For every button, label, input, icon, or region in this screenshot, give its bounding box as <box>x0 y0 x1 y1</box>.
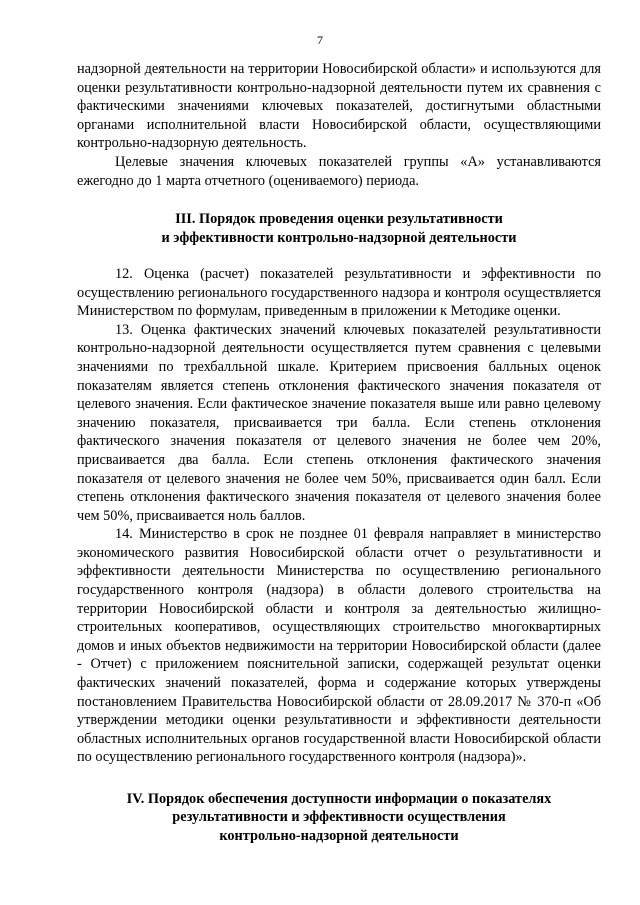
section-4-heading <box>77 790 601 845</box>
document-body <box>77 60 601 845</box>
item-12: 12. Оценка (расчет) показателей результативности и эффективности по осуществлению регионального государственного надзора и контроля осуществляется Министерством по формулам, приведенным в приложении к Методике оценки. <box>77 265 601 320</box>
section-3-heading-line-2: и эффективности контрольно-надзорной деятельности <box>161 229 517 246</box>
section-4-heading-line-3: контрольно-надзорной деятельности <box>219 827 459 844</box>
page-number: 7 <box>317 33 323 47</box>
section-3-heading <box>77 210 601 247</box>
paragraph-target-values: Целевые значения ключевых показателей группы «А» устанавливаются ежегодно до 1 марта отчетного (оцениваемого) периода. <box>77 153 601 189</box>
item-13: 13. Оценка фактических значений ключевых показателей результативности контрольно-надзорной деятельности осуществляется путем сравнения с целевыми значениями по трехбалльной шкале. Критерием присвоения балльных оценок показателям является степень отклонения фактического значения показателя от целевого значения. Если фактическое значение показателя выше или равно целевому значению показателя, присваивается три балла. Если степень отклонения фактического значения показателя от целевого значения не более чем 20%, присваивается два балла. Если степень отклонения фактического значения показателя от целевого значения не более чем 50%, присваивается один балл. Если степень отклонения фактического значения показателя от целевого значения более чем 50%, присваивается ноль баллов. <box>77 321 601 524</box>
item-14: 14. Министерство в срок не позднее 01 февраля направляет в министерство экономического развития Новосибирской области отчет о результативности и эффективности деятельности Министерства по осуществлению регионального государственного контроля (надзора) в области долевого строительства на территории Новосибирской области и контроля за деятельностью жилищно-строительных кооперативов, осуществляющих строительство многоквартирных домов и иных объектов недвижимости на территории Новосибирской области (далее - Отчет) с приложением пояснительной записки, содержащей результат оценки фактических значений показателей, форма и содержание которых утверждены постановлением Правительства Новосибирской области от 28.09.2017 № 370-п «Об утверждении методики оценки результативности и эффективности деятельности областных исполнительных органов государственной власти Новосибирской области по осуществлению регионального государственного контроля (надзора)». <box>77 526 601 766</box>
section-3-heading-line-1: III. Порядок проведения оценки результативности <box>175 211 503 228</box>
section-4-heading-line-1: IV. Порядок обеспечения доступности информации о показателях <box>126 791 552 807</box>
section-4-heading-line-2: результативности и эффективности осуществления <box>172 809 506 826</box>
paragraph-continuation: надзорной деятельности на территории Новосибирской области» и используются для оценки результативности контрольно-надзорной деятельности путем их сравнения с фактическими значениями ключевых показателей, достигнутыми областными органами исполнительной власти Новосибирской области, осуществляющими контрольно-надзорную деятельность. <box>77 61 601 152</box>
